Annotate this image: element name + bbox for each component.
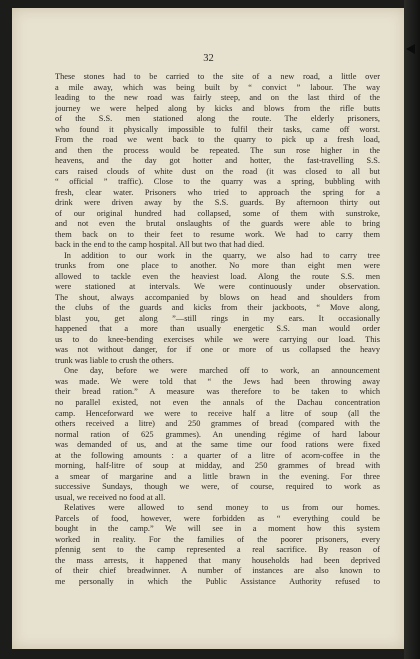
text-line: was not without danger, for if one or more of us collapsed the heavy [55,345,380,355]
text-line: a mile away, which was being built by “ convict ” labour. The way [55,82,380,92]
body-text [55,72,380,587]
text-line: who found it physically impossible to fulfil their tasks, came off worst. [55,124,380,134]
text-line: at the following amounts : a quarter of a litre of acorn-coffee in the [55,450,380,460]
text-line: of our original hundred had collapsed, some of them with sunstroke, [55,208,380,218]
paragraph [55,72,380,251]
text-line: Relatives were allowed to send money to us from our homes. [64,503,380,513]
text-line: bought in the camp.” We will see in a moment how this system [55,524,380,534]
text-line: “ official ” traffic). Close to the quarry was a spring, bubbling with [55,177,380,187]
text-line: One day, before we were marched off to work, an announcement [64,366,380,376]
book-page [12,8,405,649]
text-line: a smear of margarine and a little brawn in the evening. For three [55,471,380,481]
text-line: were stationed at intervals. We were continuously under observation. [55,282,380,292]
text-line: and not even the brutal onslaughts of the guards were able to bring [55,219,380,229]
text-line: trunk was liable to crush the others. [55,355,174,365]
text-line: them back on to their feet to resume work. We had to carry them [55,229,380,239]
text-line: journey we were helped along by kicks and blows from the rifle butts [55,103,380,113]
text-line: blast you, get along ”—still rings in my ears. It occasionally [55,313,380,323]
paragraph [55,503,380,587]
text-line: drink were driven away by the S.S. guards. By afternoon thirty out [55,198,380,208]
text-line: of the S.S. men stationed along the route. The elderly prisoners, [55,114,380,124]
text-line: and then the process would be repeated. The sun rose higher in the [55,145,380,155]
paragraph [55,251,380,367]
text-line: others received a litre) and 250 grammes of bread (compared with the [55,419,380,429]
text-line: us to do knee-bending exercises while we were carrying our load. This [55,334,380,344]
text-line: trunks from one place to another. No more than eight men were [55,261,380,271]
text-line: normal ration of 625 grammes). An unending régime of hard labour [55,429,380,439]
text-line: of their chief breadwinner. A number of instances are also known to [55,566,380,576]
text-line: allowed to tackle even the heaviest load. Along the route S.S. men [55,271,380,281]
text-line: morning, half-litre of soup at midday, and 250 grammes of bread with [55,461,380,471]
text-line: usual, we received no food at all. [55,492,166,502]
text-line: was made. We were told that “ the Jews had been throwing away [55,376,380,386]
text-line: From the road we went back to the quarry to pick up a fresh load, [55,135,380,145]
text-line: pfennig sent to the camp represented a real sacrifice. By reason of [55,545,380,555]
text-line: successive Sundays, though we were, of course, required to work as [55,482,380,492]
text-line: worked in reality. For the families of the poorer prisoners, every [55,534,380,544]
text-line: was demanded of us, and at the same time our food rations were fixed [55,440,380,450]
text-line: heavens, and the day got hotter and hotter, the fast-travelling S.S. [55,156,380,166]
text-line: the clubs of the guards and kicks from their jackboots, “ Move along, [55,303,380,313]
text-line: the mass arrests, it happened that many households had been deprived [55,555,380,565]
text-line: The shout, always accompanied by blows on head and shoulders from [55,292,380,302]
text-line: cars raised clouds of white dust on the road (it was closed to all but [55,166,380,176]
page-tab-marker [406,44,415,54]
page-number: 32 [203,53,214,64]
book-binding-edge [404,0,420,659]
text-line: me personally in which the Public Assistance Authority refused to [55,576,380,586]
text-line: happened that a more than usually energetic S.S. man would order [55,324,380,334]
text-line: Parcels of food, however, were forbidden as “ everything could be [55,513,380,523]
text-line: no parallel existed, not even the annals of the Dachau concentration [55,397,380,407]
text-line: fresh, clear water. Prisoners who tried to approach the spring for a [55,187,380,197]
paragraph [55,366,380,503]
text-line: In addition to our work in the quarry, we also had to carry tree [64,250,380,260]
text-line: their bread ration.” A measure was therefore to be taken to which [55,387,380,397]
text-line: camp. Henceforward we were to receive half a litre of soup (all the [55,408,380,418]
text-line: These stones had to be carried to the site of a new road, a little over [55,72,380,81]
text-line: back in the end to the camp hospital. All but two that had died. [55,240,265,250]
text-line: leading to the new road was fairly steep, and on the last third of the [55,93,380,103]
